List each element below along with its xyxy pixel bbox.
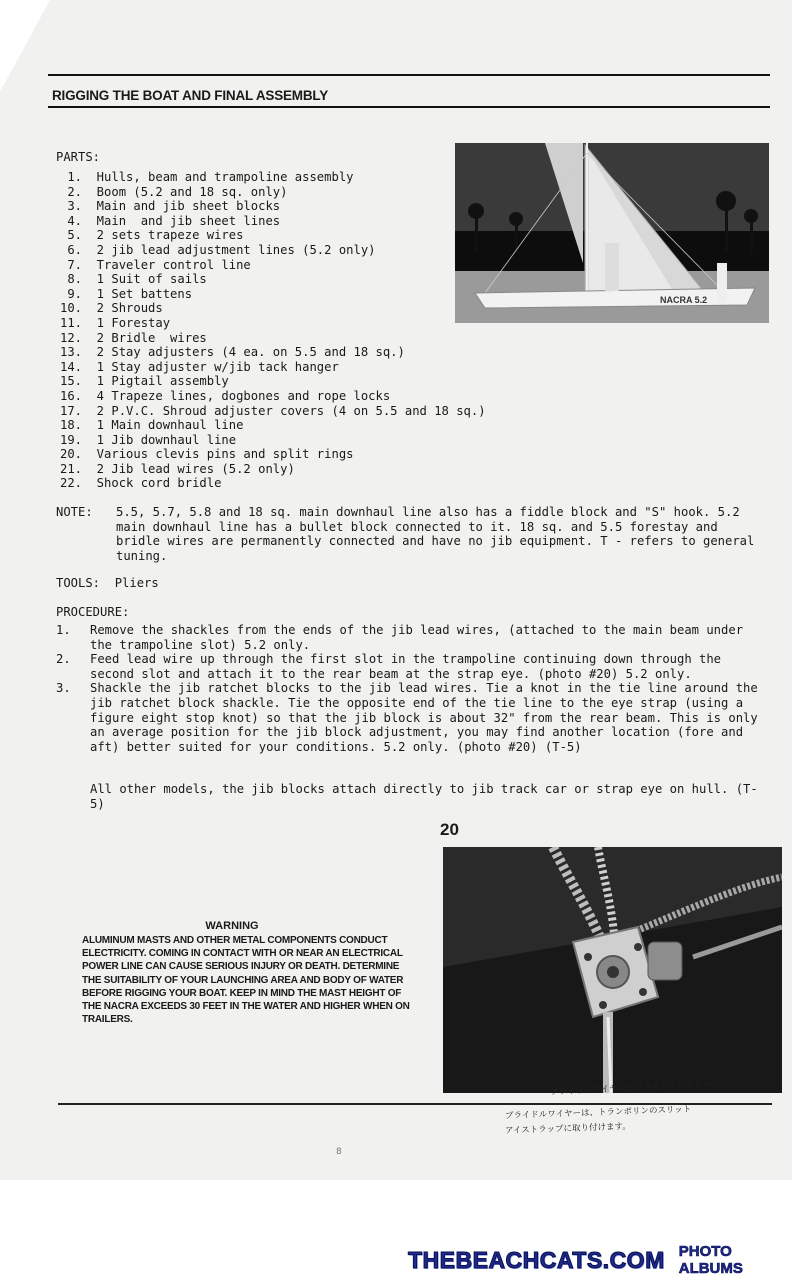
parts-list-item: 21. 2 Jib lead wires (5.2 only) [60, 461, 295, 476]
procedure-title: PROCEDURE: [56, 605, 130, 619]
header-rule-top [48, 74, 770, 76]
jib-block-photo [443, 847, 782, 1093]
parts-list-item: 5. 2 sets trapeze wires [60, 228, 244, 243]
procedure-step [56, 652, 766, 681]
catamaran-illustration [455, 143, 769, 323]
warning-box [46, 920, 418, 1088]
step-text: Remove the shackles from the ends of the jib lead wires, (attached to the main beam under the trampoline slot) 5.2 only. [90, 623, 744, 652]
page-number: 8 [336, 1147, 342, 1157]
watermark-title: THEBEACHCATS.COM [408, 1246, 665, 1273]
figure-number: 20 [440, 820, 459, 839]
parts-list-item: 15. 1 Pigtail assembly [60, 374, 229, 389]
step-text: Feed lead wire up through the first slot in the trampoline continuing down through the second slot and attach it to the rear beam at the strap eye. (photo #20) 5.2 only. [90, 652, 722, 681]
parts-title: PARTS: [56, 150, 101, 164]
handwritten-note-3: アイストラップに取り付けます。 [504, 1121, 631, 1137]
parts-list-item: 2. Boom (5.2 and 18 sq. only) [60, 184, 288, 199]
sail-number-label: NACRA 5.2 [660, 295, 708, 305]
parts-list-item: 7. Traveler control line [60, 257, 251, 272]
parts-list-item: 14. 1 Stay adjuster w/jib tack hanger [60, 359, 339, 374]
parts-list-item: 20. Various clevis pins and split rings [60, 447, 354, 462]
parts-list-item: 3. Main and jib sheet blocks [60, 199, 281, 214]
warning-text: ALUMINUM MASTS AND OTHER METAL COMPONENTS CONDUCT ELECTRICITY. COMING IN CONTACT WITH OR NEAR AN ELECTRICAL POWER LINE CAN CAUSE SERIOUS INJURY OR DEATH. DETERMINE THE SUITABILITY OF YOUR LAUNCHING AREA AND BODY OF WATER BEFORE RIGGING YOUR BOAT. KEEP IN MIND THE MAST HEIGHT OF THE NACRA EXCEEDS 30 FEET IN THE WATER AND HIGHER WHEN ON TRAILERS. [82, 935, 410, 1026]
jib-block-illustration [443, 847, 782, 1093]
note-text: 5.5, 5.7, 5.8 and 18 sq. main downhaul line also has a fiddle block and "S" hook. 5.2 main downhaul line has a bullet block connected to it. 18 sq. and 5.5 forestay and bridle wires are permanently connected and have no jib equipment. T - refers to general tuning. [116, 505, 755, 563]
parts-list-item: 1. Hulls, beam and trampoline assembly [60, 170, 354, 184]
procedure-note: All other models, the jib blocks attach directly to jib track car or strap eye on hull. (T-5) [90, 782, 758, 811]
catamaran-photo [455, 143, 769, 323]
parts-list-item: 13. 2 Stay adjusters (4 ea. on 5.5 and 18 sq.) [60, 345, 405, 360]
parts-list-item: 9. 1 Set battens [60, 286, 193, 301]
parts-list-item: 6. 2 jib lead adjustment lines (5.2 only) [60, 242, 376, 257]
site-watermark[interactable] [408, 1243, 792, 1277]
parts-list-item: 17. 2 P.V.C. Shroud adjuster covers (4 on 5.5 and 18 sq.) [60, 403, 486, 418]
parts-list-item: 11. 1 Forestay [60, 315, 171, 330]
handwritten-note-1: ブライドルワイヤーとブライドルワイヤーの… [549, 1078, 728, 1098]
watermark-subtitle: PHOTO ALBUMS [678, 1243, 743, 1277]
handwritten-note-2: ブライドルワイヤーは、トランポリンのスリット [504, 1104, 692, 1122]
note-label: NOTE: [56, 505, 93, 519]
parts-list-item: 8. 1 Suit of sails [60, 272, 207, 287]
procedure-steps [56, 623, 766, 754]
tools-line: TOOLS: Pliers [56, 576, 159, 590]
procedure-step [56, 681, 766, 754]
page-title: RIGGING THE BOAT AND FINAL ASSEMBLY [52, 88, 329, 103]
parts-list-item: 22. Shock cord bridle [60, 476, 222, 491]
parts-list-item: 18. 1 Main downhaul line [60, 418, 244, 433]
parts-list [60, 170, 486, 491]
parts-list-item: 16. 4 Trapeze lines, dogbones and rope locks [60, 388, 391, 403]
warning-title: WARNING [205, 920, 259, 932]
step-number: 2. [56, 652, 71, 667]
parts-list-item: 12. 2 Bridle wires [60, 330, 207, 345]
step-number: 1. [56, 623, 71, 637]
parts-list-item: 10. 2 Shrouds [60, 301, 163, 316]
procedure-step [56, 623, 766, 652]
header-rule-bottom [48, 106, 770, 108]
step-text: Shackle the jib ratchet blocks to the jib lead wires. Tie a knot in the tie line around the jib ratchet block shackle. Tie the opposite end of the tie line to the eye strap (using a figure eight stop knot) so that the jib block is about 32" from the rear beam. This is only an average position for the jib block adjustment, you may find another location (fore and aft) better suited for your conditions. 5.2 only. (photo #20) (T-5) [90, 681, 758, 754]
parts-list-item: 19. 1 Jib downhaul line [60, 432, 237, 447]
parts-list-item: 4. Main and jib sheet lines [60, 213, 281, 228]
folded-corner [0, 0, 50, 92]
step-number: 3. [56, 681, 71, 696]
